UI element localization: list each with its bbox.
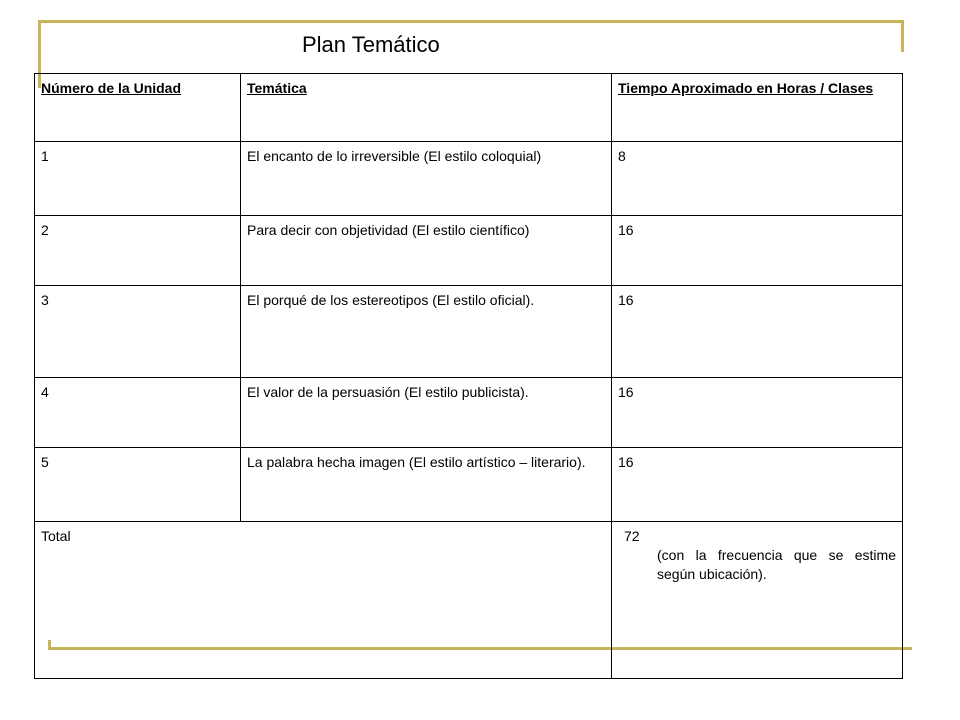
total-value: 72	[624, 528, 640, 544]
unit-number-cell: 3	[35, 286, 241, 378]
hours-cell: 16	[612, 448, 903, 522]
table-row	[35, 142, 903, 216]
unit-number-cell: 5	[35, 448, 241, 522]
table-total-row	[35, 522, 903, 679]
table-row	[35, 448, 903, 522]
unit-number-cell: 1	[35, 142, 241, 216]
unit-number-cell: 4	[35, 378, 241, 448]
unit-number-cell: 2	[35, 216, 241, 286]
decorative-top-line	[38, 20, 904, 23]
hours-cell: 16	[612, 216, 903, 286]
plan-table	[34, 73, 903, 679]
table-header-row	[35, 74, 903, 142]
topic-cell: La palabra hecha imagen (El estilo artístico – literario).	[241, 448, 612, 522]
header-hours: Tiempo Aproximado en Horas / Clases	[612, 74, 903, 142]
topic-cell: El porqué de los estereotipos (El estilo oficial).	[241, 286, 612, 378]
total-note: (con la frecuencia que se estime según ubicación).	[657, 547, 896, 582]
total-cell	[612, 522, 903, 679]
topic-cell: El encanto de lo irreversible (El estilo coloquial)	[241, 142, 612, 216]
total-label: Total	[35, 522, 612, 679]
header-topic: Temática	[241, 74, 612, 142]
header-unit-number: Número de la Unidad	[35, 74, 241, 142]
page-title: Plan Temático	[302, 32, 440, 57]
table-row	[35, 286, 903, 378]
topic-cell: El valor de la persuasión (El estilo publicista).	[241, 378, 612, 448]
hours-cell: 16	[612, 378, 903, 448]
hours-cell: 8	[612, 142, 903, 216]
topic-cell: Para decir con objetividad (El estilo científico)	[241, 216, 612, 286]
hours-cell: 16	[612, 286, 903, 378]
table-row	[35, 216, 903, 286]
table-row	[35, 378, 903, 448]
decorative-right-line	[901, 20, 904, 52]
